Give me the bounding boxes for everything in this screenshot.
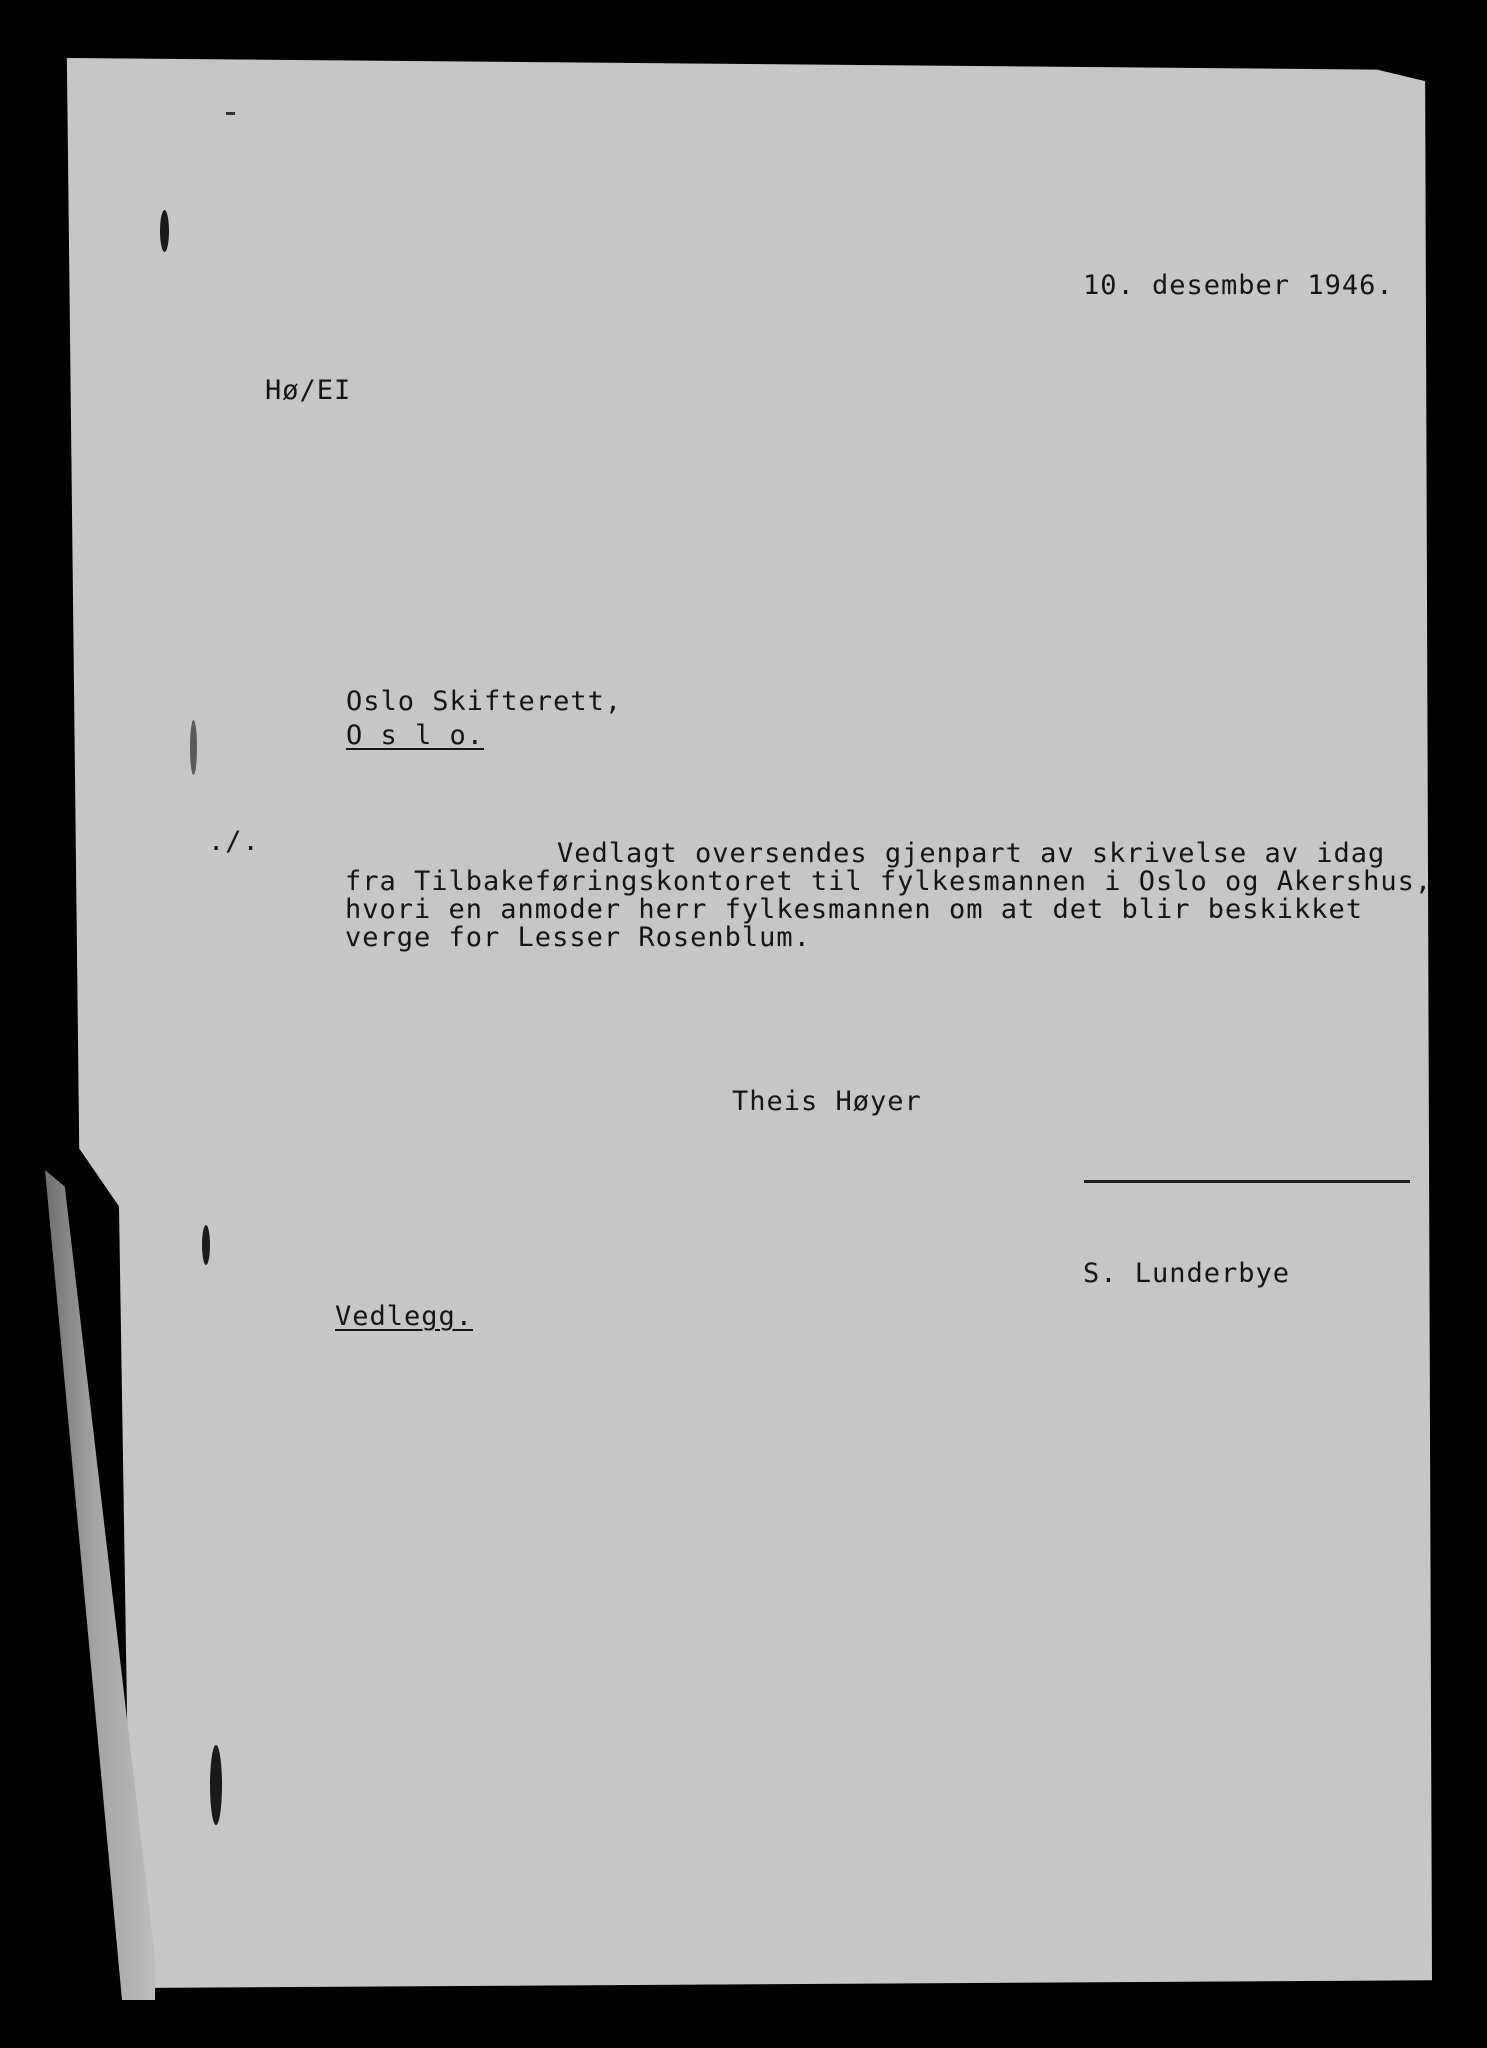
attachment-label: Vedlegg. bbox=[335, 1301, 474, 1332]
letter-date: 10. desember 1946. bbox=[1083, 270, 1394, 301]
letter-page bbox=[60, 58, 1432, 1988]
signature-line bbox=[1084, 1180, 1410, 1183]
reference-code: Hø/EI bbox=[265, 375, 352, 406]
body-line-1: Vedlagt oversendes gjenpart av skrivelse av idag bbox=[557, 838, 1386, 869]
punch-hole-mark-1 bbox=[160, 210, 169, 252]
punch-hole-mark-4 bbox=[210, 1745, 222, 1825]
body-line-4: verge for Lesser Rosenblum. bbox=[345, 922, 811, 953]
punch-hole-mark-3 bbox=[202, 1225, 210, 1265]
sender-name: Theis Høyer bbox=[732, 1086, 922, 1117]
enclosure-mark: ./. bbox=[208, 826, 260, 857]
corner-mark bbox=[226, 112, 235, 115]
body-line-2: fra Tilbakeføringskontoret til fylkesmannen i Oslo og Akershus, bbox=[345, 866, 1433, 897]
recipient-city: O s l o. bbox=[346, 720, 485, 751]
recipient-name: Oslo Skifterett, bbox=[346, 686, 623, 717]
cosigner-name: S. Lunderbye bbox=[1083, 1258, 1291, 1289]
body-line-3: hvori en anmoder herr fylkesmannen om at det blir beskikket bbox=[345, 894, 1364, 925]
punch-hole-mark-2 bbox=[190, 720, 197, 775]
